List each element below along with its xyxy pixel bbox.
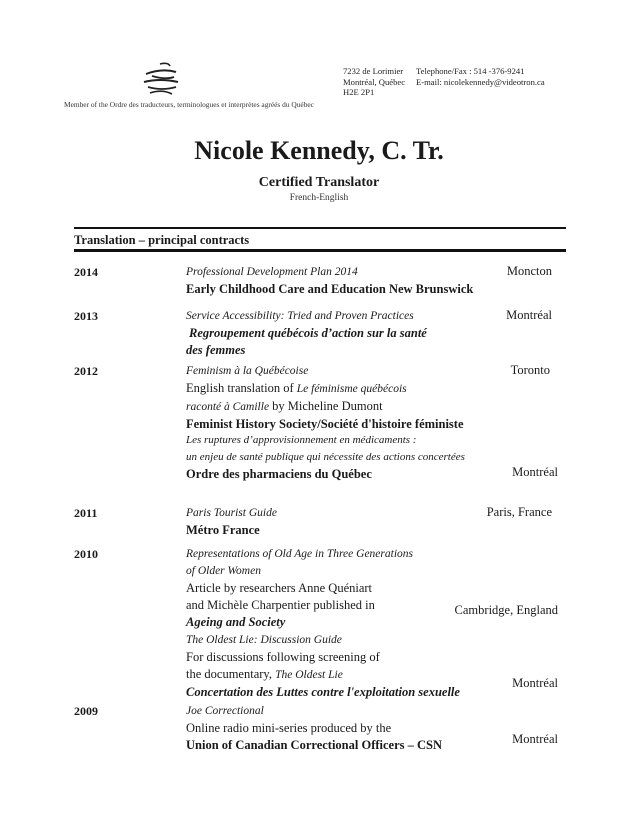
entry-city: Toronto [510,363,550,377]
entry-details [186,703,476,754]
client-name: Regroupement québécois d’action sur la santé [189,326,427,340]
work-title: Representations of Old Age in Three Generations [186,548,413,560]
address-line: Montréal, Québec [343,76,406,87]
work-title-cont: of Older Women [186,565,261,577]
membership-note: Member of the Ordre des traducteurs, terminologues et interprètes agréés du Québec [64,100,314,109]
description-line: the documentary, The Oldest Lie [186,667,343,681]
address-block [343,66,405,98]
entry-city: Moncton [506,264,552,278]
section-rule-top [74,227,566,229]
client-name: Ageing and Society [186,615,286,629]
client-name: Feminist History Society/Société d'histoire féministe [186,417,464,431]
person-name: Nicole Kennedy, C. Tr. [194,136,444,165]
client-name-cont: des femmes [186,343,246,357]
work-title-cont: un enjeu de santé publique qui nécessite des actions concertées [186,451,465,463]
entry-city: Montréal [506,308,552,322]
entry-city: Montréal [512,465,558,479]
work-title: Les ruptures d’approvisionnement en médicaments : [186,434,417,446]
work-title: Joe Correctional [186,705,264,717]
section-heading: Translation – principal contracts [74,233,250,247]
entry-year: 2011 [74,506,98,520]
contact-block [416,66,545,87]
client-name: Early Childhood Care and Education New Brunswick [186,282,474,296]
ottiaq-logo-icon [140,60,184,100]
entry-year: 2012 [74,364,98,378]
entry-details [186,505,486,539]
work-title: Feminism à la Québécoise [186,365,309,377]
description-line: Article by researchers Anne Quéniart [186,581,373,595]
phone-line: Telephone/Fax : 514 -376-9241 [416,66,525,76]
address-line: H2E 2P1 [343,87,375,97]
entry-city: Paris, France [486,505,552,519]
work-title: Service Accessibility: Tried and Proven Practices [186,310,414,322]
client-name: Métro France [186,523,260,537]
client-name: Union of Canadian Correctional Officers – CSN [186,738,443,752]
professional-title: Certified Translator [258,175,380,190]
work-title: The Oldest Lie: Discussion Guide [186,634,342,646]
entry-details [186,308,486,359]
entry-details [186,363,486,433]
address-line: 7232 de Lorimier [343,66,404,76]
entry-year: 2010 [74,547,98,561]
entry-city: Cambridge, England [454,603,558,617]
client-name: Concertation des Luttes contre l'exploitation sexuelle [186,685,460,699]
entry-city: Montréal [512,676,558,690]
client-name: Ordre des pharmaciens du Québec [186,467,372,481]
description-line: raconté à Camille by Micheline Dumont [186,399,383,413]
description-line: Online radio mini-series produced by the [186,721,392,735]
description-line: English translation of Le féminisme québécois [186,381,407,395]
entry-year: 2013 [74,309,98,323]
entry-details [186,432,516,483]
entry-details [186,546,486,631]
language-pair: French-English [289,193,349,203]
entry-details [186,264,506,298]
section-rule-bottom [74,249,566,252]
entry-details [186,631,486,701]
entry-year: 2009 [74,704,98,718]
description-line: For discussions following screening of [186,650,380,664]
entry-year: 2014 [74,265,98,279]
entry-city: Montréal [512,732,558,746]
description-line: and Michèle Charpentier published in [186,598,375,612]
work-title: Professional Development Plan 2014 [186,266,358,278]
work-title: Paris Tourist Guide [186,507,277,519]
email-line: E-mail: nicolekennedy@videotron.ca [416,76,545,87]
